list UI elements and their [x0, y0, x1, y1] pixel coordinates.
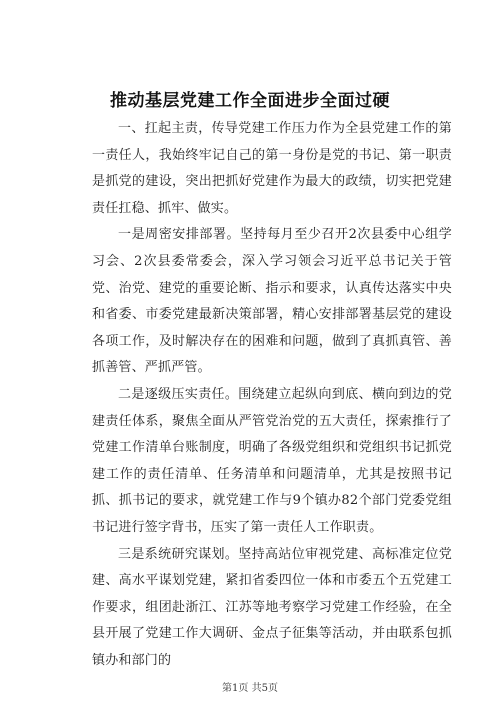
paragraph-deployment: 一是周密安排部署。坚持每月至少召开2次县委中心组学习会、2次县委常委会，深入学习领会习近平总书记关于管党、治党、建党的重要论断、指示和要求，认真传达落实中央和省委、市委党建最新决策部署，精心安排部署基层党的建设各项工作，及时解决存在的困难和问题，做到了真抓真管、善抓善管、严抓严管。 — [92, 227, 452, 376]
paragraph-accountability: 二是逐级压实责任。围绕建立起纵向到底、横向到边的党建责任体系，聚焦全面从严管党治党的五大责任，探索推行了党建工作清单台账制度，明确了各级党组织和党组织书记抓党建工作的责任清单、任务清单和问题清单，尤其是按照书记抓、抓书记的要求，就党建工作与9个镇办82个部门党委党组书记进行签字背书，压实了第一责任人工作职责。 — [92, 386, 452, 535]
document-body — [92, 116, 452, 674]
page-number-footer: 第1页 共5页 — [222, 683, 278, 694]
paragraph-planning: 三是系统研究谋划。坚持高站位审视党建、高标准定位党建、高水平谋划党建，紧扣省委四位一体和市委五个五党建工作要求，组团赴浙江、江苏等地考察学习党建工作经验，在全县开展了党建工作大调研、金点子征集等活动，并由联系包抓镇办和部门的 — [92, 546, 452, 668]
paragraph-responsibility: 一、扛起主责，传导党建工作压力作为全县党建工作的第一责任人，我始终牢记自己的第一身份是党的书记、第一职责是抓党的建设，突出把抓好党建作为最大的政绩，切实把党建责任扛稳、抓牢、做实。 — [92, 121, 452, 216]
document-title: 推动基层党建工作全面进步全面过硬 — [110, 91, 390, 111]
